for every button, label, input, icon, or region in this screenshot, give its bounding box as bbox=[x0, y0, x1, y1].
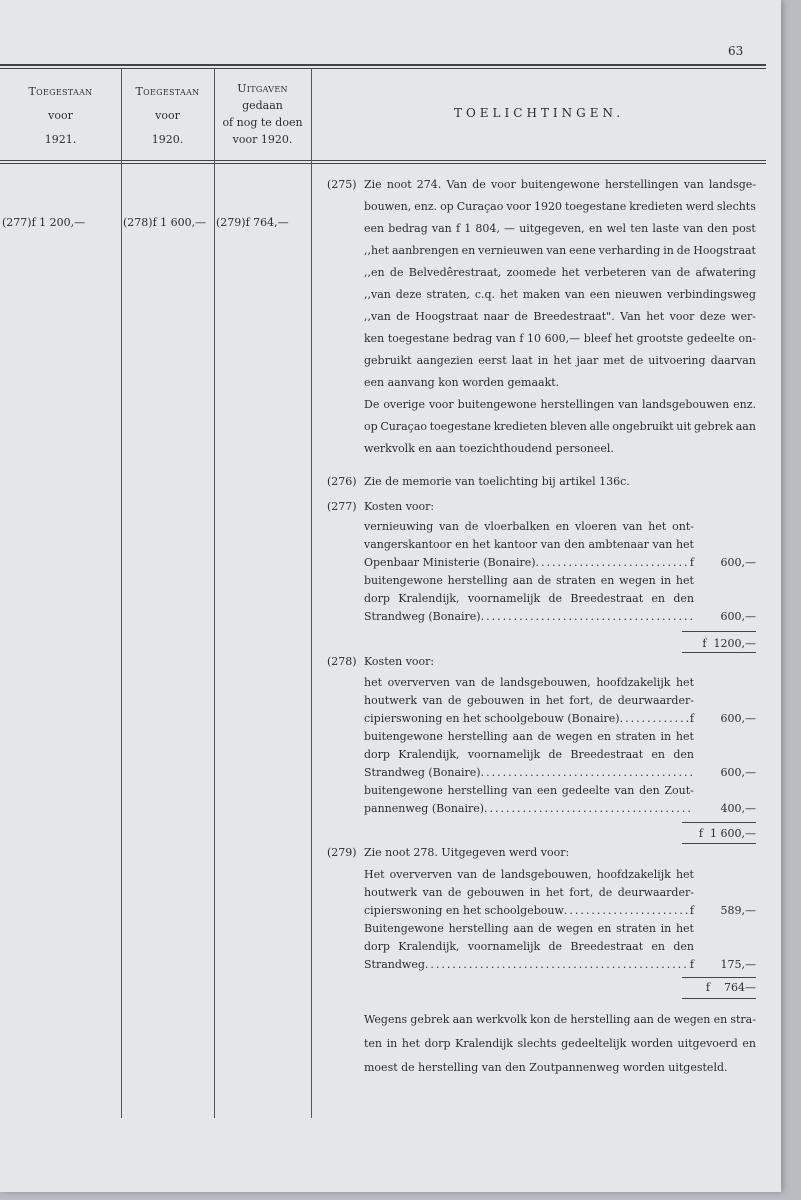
note-279-item-line: Buitengewone herstelling aan de wegen en straten in het bbox=[364, 922, 694, 935]
note-275-line: ,,van deze straten, c.q. het maken van een nieuwen verbindingsweg bbox=[364, 288, 756, 301]
note-279-item-line: Het oververven van de landsgebouwen, hoofdzakelijk het bbox=[364, 868, 694, 881]
note-276-text: Zie de memorie van toelichting bij artikel 136c. bbox=[364, 475, 630, 488]
note-275-line: ken toegestane bedrag van f 10 600,— bleef het grootste gedeelte on- bbox=[364, 332, 756, 345]
note-279-total bbox=[682, 980, 756, 996]
note-277-item-line: vernieuwing van de vloerbalken en vloeren van het ont- bbox=[364, 520, 694, 533]
closing-line: moest de herstelling van den Zoutpannenweg worden uitgesteld. bbox=[364, 1061, 728, 1074]
note-278-item-line: buitengewone herstelling aan de wegen en straten in het bbox=[364, 730, 694, 743]
amount-1920: (278)f 1 600,— bbox=[123, 216, 207, 229]
note-278-item-line: cipierswoning en het schoolgebouw (Bonaire) bbox=[364, 712, 620, 725]
note-278-item3-value: 400,— bbox=[720, 802, 756, 815]
note-279-total-value: 764— bbox=[724, 981, 756, 994]
top-rule-thin bbox=[0, 68, 766, 69]
closing-line: Wegens gebrek aan werkvolk kon de herstelling aan de wegen en stra- bbox=[364, 1013, 756, 1026]
note-275-line: een aanvang kon worden gemaakt. bbox=[364, 376, 560, 389]
note-279-item-line: dorp Kralendijk, voornamelijk de Breedestraat en den bbox=[364, 940, 694, 953]
note-277-total-rule bbox=[682, 652, 756, 653]
note-277-item-line: Openbaar Ministerie (Bonaire) bbox=[364, 556, 536, 569]
note-279-item1-value: 589,— bbox=[720, 904, 756, 917]
currency-symbol: f bbox=[705, 981, 710, 994]
header-rule-1 bbox=[0, 160, 766, 161]
column-divider-2 bbox=[214, 68, 215, 1118]
column-header-uitgaven bbox=[214, 80, 311, 148]
note-277-item-line: dorp Kralendijk, voornamelijk de Breedestraat en den bbox=[364, 592, 694, 605]
note-277-label: (277) bbox=[327, 500, 357, 513]
currency-symbol: f bbox=[689, 958, 694, 971]
note-276-label: (276) bbox=[327, 475, 357, 488]
note-277-sum-rule bbox=[682, 631, 756, 632]
currency-symbol: f bbox=[698, 827, 703, 840]
note-278-item-line: buitengewone herstelling van een gedeelte van den Zout- bbox=[364, 784, 694, 797]
note-278-item2-value: 600,— bbox=[720, 766, 756, 779]
note-279-label: (279) bbox=[327, 846, 357, 859]
note-278-item3-leader bbox=[364, 800, 694, 818]
header-uitgaven-line3: of nog te doen bbox=[222, 116, 303, 129]
note-277-item1-leader bbox=[364, 554, 694, 572]
header-uitgaven-line2: gedaan bbox=[242, 99, 283, 112]
amount-1921: (277)f 1 200,— bbox=[2, 216, 86, 229]
note-277-item2-value: 600,— bbox=[720, 610, 756, 623]
note-275-line: bouwen, enz. op Curaçao voor 1920 toegestane kredieten werd slechts bbox=[364, 200, 756, 213]
leader-dots bbox=[425, 956, 690, 974]
note-279-item2-value: 175,— bbox=[720, 958, 756, 971]
note-278-item-line: houtwerk van de gebouwen in het fort, de deurwaarder- bbox=[364, 694, 694, 707]
column-header-1920 bbox=[121, 80, 214, 152]
note-277-item-line: vangerskantoor en het kantoor van den ambtenaar van het bbox=[364, 538, 694, 551]
note-275-line: Zie noot 274. Van de voor buitengewone herstellingen van landsge- bbox=[364, 178, 756, 191]
note-275-line: werkvolk en aan toezichthoudend personeel. bbox=[364, 442, 614, 455]
header-rule-2 bbox=[0, 163, 766, 164]
column-header-1921 bbox=[0, 80, 121, 152]
column-divider-1 bbox=[121, 68, 122, 1118]
header-1920-line1: Toegestaan bbox=[135, 85, 200, 98]
leader-dots bbox=[484, 800, 694, 818]
note-277-item-line: Strandweg (Bonaire) bbox=[364, 610, 481, 623]
note-278-item-line: Strandweg (Bonaire) bbox=[364, 766, 481, 779]
note-278-sum-rule bbox=[682, 822, 756, 823]
note-278-item-line: het oververven van de landsgebouwen, hoofdzakelijk het bbox=[364, 676, 694, 689]
note-277-item-line: buitengewone herstelling aan de straten en wegen in het bbox=[364, 574, 694, 587]
note-275-body bbox=[364, 174, 756, 460]
page-number: 63 bbox=[728, 44, 744, 58]
header-1920-line3: 1920. bbox=[151, 133, 184, 146]
note-279-item1-leader bbox=[364, 902, 694, 920]
header-uitgaven-line1: Uitgaven bbox=[237, 82, 288, 95]
note-277-items bbox=[364, 518, 694, 626]
note-275-label: (275) bbox=[327, 178, 357, 191]
currency-symbol: f bbox=[689, 904, 694, 917]
note-275-line: een bedrag van f 1 804, — uitgegeven, en wel ten laste van den post bbox=[364, 222, 756, 235]
column-divider-3 bbox=[311, 68, 312, 1118]
header-1921-line2: voor bbox=[48, 109, 73, 122]
note-277-total bbox=[682, 636, 756, 652]
note-278-items bbox=[364, 674, 694, 818]
note-279-sum-rule bbox=[682, 977, 756, 978]
column-header-toelichtingen: TOELICHTINGEN. bbox=[453, 106, 625, 120]
note-279-item-line: houtwerk van de gebouwen in het fort, de deurwaarder- bbox=[364, 886, 694, 899]
note-275-line: ,,het aanbrengen en vernieuwen van eene verharding in de Hoogstraat bbox=[364, 244, 756, 257]
closing-line: ten in het dorp Kralendijk slechts gedeeltelijk worden uitgevoerd en bbox=[364, 1037, 756, 1050]
note-278-item2-leader bbox=[364, 764, 694, 782]
closing-paragraph bbox=[364, 1008, 756, 1080]
currency-symbol: f bbox=[702, 637, 707, 650]
leader-dots bbox=[481, 608, 694, 626]
leader-dots bbox=[564, 902, 690, 920]
note-277-item1-value: 600,— bbox=[720, 556, 756, 569]
note-275-line: ,,van de Hoogstraat naar de Breedestraat". Van het voor deze wer- bbox=[364, 310, 756, 323]
note-278-item1-leader bbox=[364, 710, 694, 728]
note-277-item2-leader bbox=[364, 608, 694, 626]
leader-dots bbox=[481, 764, 694, 782]
note-278-total-value: 1 600,— bbox=[710, 827, 756, 840]
note-278-item-line: dorp Kralendijk, voornamelijk de Breedestraat en den bbox=[364, 748, 694, 761]
note-278-heading: Kosten voor: bbox=[364, 655, 435, 668]
currency-symbol: f bbox=[689, 556, 694, 569]
note-279-item-line: Strandweg bbox=[364, 958, 425, 971]
note-275-line: ,,en de Belvedêrestraat, zoomede het verbeteren van de afwatering bbox=[364, 266, 756, 279]
note-278-label: (278) bbox=[327, 655, 357, 668]
note-279-item-line: cipierswoning en het schoolgebouw bbox=[364, 904, 564, 917]
note-277-heading: Kosten voor: bbox=[364, 500, 435, 513]
note-278-total-rule bbox=[682, 843, 756, 844]
top-rule-thick bbox=[0, 64, 766, 66]
note-279-total-rule bbox=[682, 998, 756, 999]
note-275-line: gebruikt aangezien eerst laat in het jaar met de uitvoering daarvan bbox=[364, 354, 756, 367]
amount-uitgaven-1920: (279)f 764,— bbox=[216, 216, 289, 229]
note-277-total-value: 1200,— bbox=[713, 637, 756, 650]
header-uitgaven-line4: voor 1920. bbox=[232, 133, 293, 146]
note-279-heading: Zie noot 278. Uitgegeven werd voor: bbox=[364, 846, 570, 859]
note-275-line: De overige voor buitengewone herstellingen van landsgebouwen enz. bbox=[364, 398, 756, 411]
header-1921-line3: 1921. bbox=[44, 133, 77, 146]
note-275-line: op Curaçao toegestane kredieten bleven alle ongebruikt uit gebrek aan bbox=[364, 420, 756, 433]
note-278-item-line: pannenweg (Bonaire) bbox=[364, 802, 485, 815]
note-278-total bbox=[682, 826, 756, 842]
header-1921-line1: Toegestaan bbox=[28, 85, 93, 98]
note-279-items bbox=[364, 866, 694, 974]
note-279-item2-leader bbox=[364, 956, 694, 974]
note-278-item1-value: 600,— bbox=[720, 712, 756, 725]
leader-dots bbox=[620, 710, 690, 728]
currency-symbol: f bbox=[689, 712, 694, 725]
leader-dots bbox=[536, 554, 690, 572]
header-1920-line2: voor bbox=[155, 109, 180, 122]
